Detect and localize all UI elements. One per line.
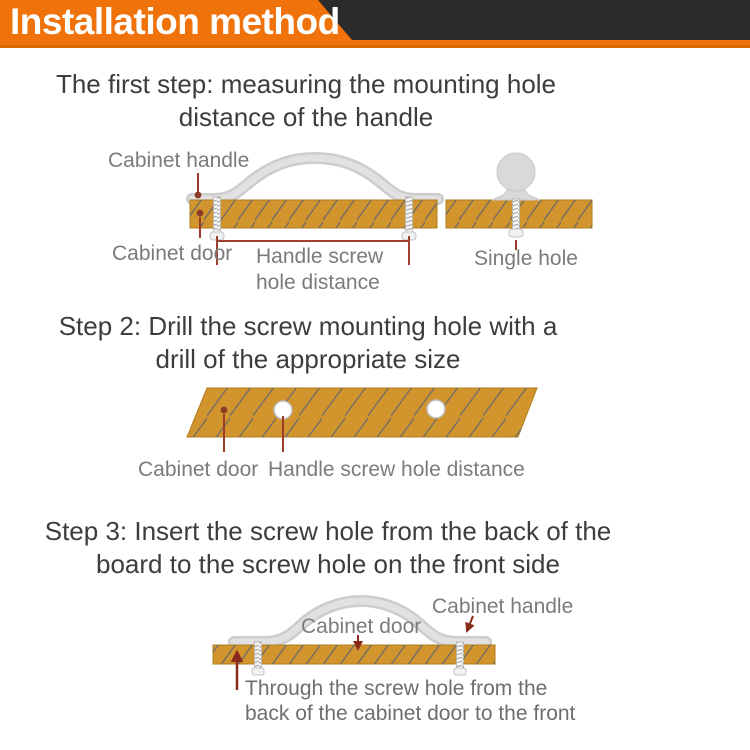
label-screw-distance-line1: Handle screw — [256, 245, 384, 268]
label-cabinet-door: Cabinet door — [112, 242, 233, 265]
knob-illustration — [493, 153, 539, 200]
label-cabinet-handle: Cabinet handle — [432, 595, 574, 618]
header-banner — [0, 0, 750, 48]
label-cabinet-handle: Cabinet handle — [108, 149, 250, 172]
step1-heading-line2: distance of the handle — [178, 102, 434, 132]
page-title: Installation method — [10, 1, 340, 42]
pointer-dot-handle — [195, 192, 202, 199]
pointer-dot-door — [197, 210, 204, 217]
label-single-hole: Single hole — [474, 247, 578, 270]
step2-heading — [0, 310, 616, 376]
drill-hole-right — [427, 400, 445, 418]
arrow-cabinet-handle — [467, 616, 473, 631]
step2-heading-line2: drill of the appropriate size — [155, 344, 461, 374]
step3-diagram — [0, 588, 750, 738]
step3-heading — [8, 515, 648, 581]
cabinet-door-board — [190, 200, 437, 228]
step3-heading-line2: board to the screw hole on the front side — [96, 549, 560, 579]
label-screw-distance: Handle screw hole distance — [268, 458, 525, 481]
step1-diagram — [0, 143, 750, 308]
step2-heading-line1: Step 2: Drill the screw mounting hole with a — [58, 311, 558, 341]
label-cabinet-door: Cabinet door — [138, 458, 259, 481]
label-cabinet-door: Cabinet door — [301, 615, 422, 638]
drilled-board — [187, 388, 537, 437]
pointer-dot-door — [221, 407, 228, 414]
step1-heading-line1: The first step: measuring the mounting hole — [55, 69, 557, 99]
step2-diagram — [0, 383, 750, 483]
step1-heading — [0, 68, 612, 134]
caption-line2: back of the cabinet door to the front — [245, 702, 576, 725]
step3-heading-line1: Step 3: Insert the screw hole from the back of the — [44, 516, 612, 546]
caption-line1: Through the screw hole from the — [245, 677, 548, 700]
label-screw-distance-line2: hole distance — [256, 271, 380, 294]
header-dark-ribbon — [318, 0, 750, 40]
